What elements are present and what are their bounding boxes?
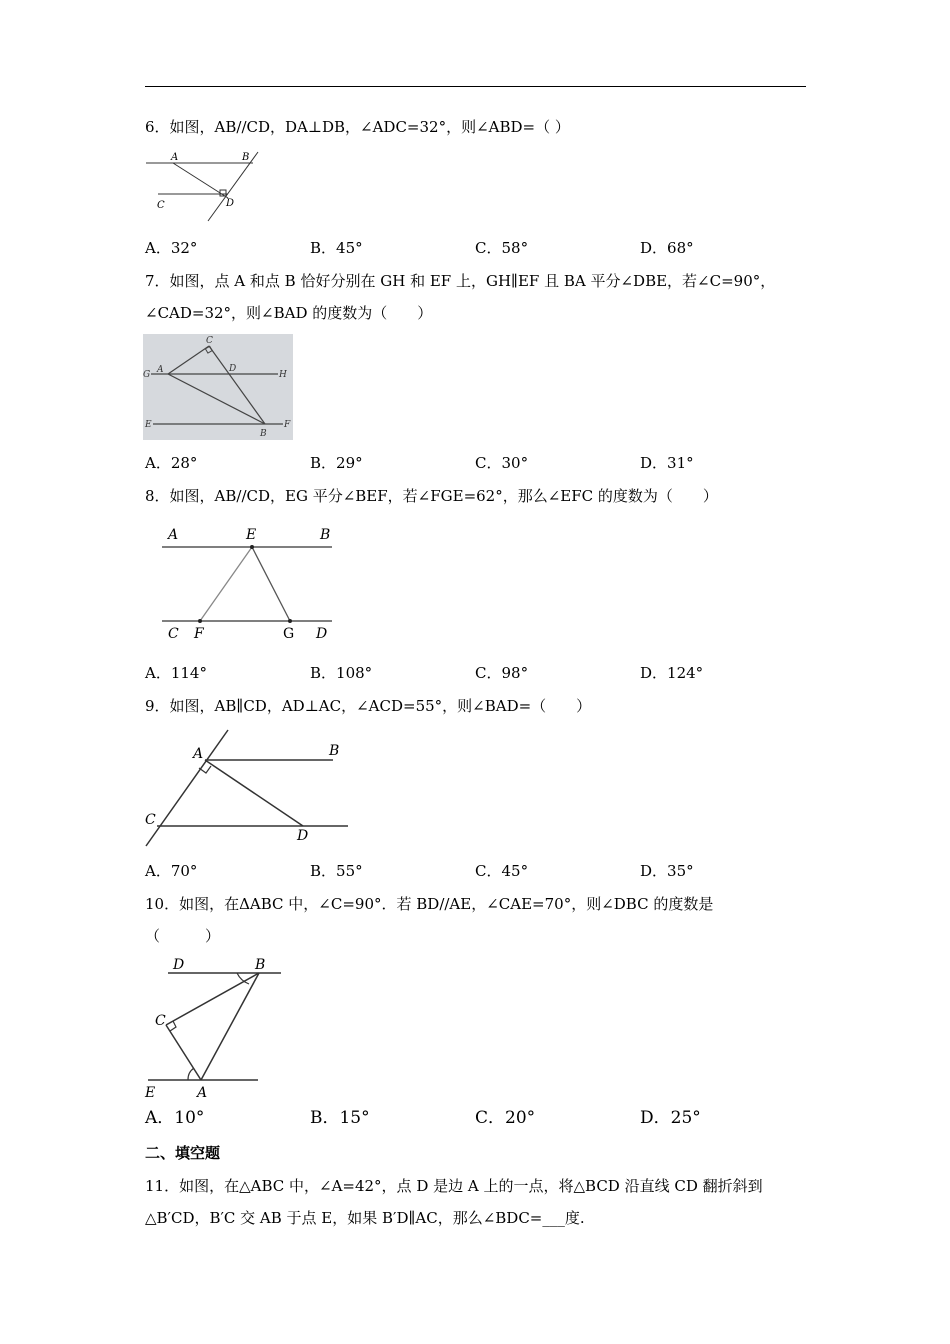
q7-label-f: F <box>284 420 291 430</box>
q10-label-b: B <box>255 957 266 973</box>
section-title: 二、填空题 <box>145 1144 221 1162</box>
q7-label-g: G <box>143 370 151 380</box>
q6-option-b: B．45° <box>310 239 363 257</box>
q8-label-b: B <box>320 527 331 543</box>
q7-figure-photo <box>143 334 293 440</box>
q7-stem-line2: ∠CAD=32°，则∠BAD 的度数为（ ） <box>145 304 433 322</box>
q8-label-c: C <box>168 626 179 642</box>
q10-option-c: C．20° <box>475 1108 536 1128</box>
q7-option-c: C．30° <box>475 454 529 472</box>
q9-label-a: A <box>193 746 204 762</box>
q11-line1: 11．如图，在△ABC 中，∠A=42°，点 D 是边 A 上的一点，将△BCD 沿直线 CD 翻折斜到 <box>145 1177 763 1195</box>
q9-option-d: D．35° <box>640 862 694 880</box>
q6-label-c: C <box>157 200 165 211</box>
q8-option-a: A．114° <box>145 664 207 682</box>
q6-label-b: B <box>242 152 250 163</box>
q7-label-h: H <box>279 370 287 380</box>
q6-option-a: A．32° <box>145 239 198 257</box>
q10-option-b: B．15° <box>310 1108 370 1128</box>
q7-label-b: B <box>260 429 267 439</box>
q6-stem: 6．如图，AB//CD，DA⊥DB，∠ADC=32°，则∠ABD=（ ） <box>145 118 570 136</box>
q6-option-d: D．68° <box>640 239 694 257</box>
q8-option-d: D．124° <box>640 664 704 682</box>
q8-label-a: A <box>168 527 179 543</box>
q8-figure <box>160 520 360 645</box>
q9-option-a: A．70° <box>145 862 198 880</box>
q9-label-d: D <box>297 828 309 844</box>
q10-label-a: A <box>197 1085 208 1101</box>
q6-label-a: A <box>171 152 179 163</box>
q6-option-c: C．58° <box>475 239 529 257</box>
q10-stem-line2: （ ） <box>145 927 221 945</box>
q10-option-d: D．25° <box>640 1108 701 1128</box>
header-rule <box>145 86 806 87</box>
q11-line2: △B′CD，B′C 交 AB 于点 E，如果 B′D∥AC，那么∠BDC=___度. <box>145 1209 585 1227</box>
q6-label-d: D <box>226 198 235 209</box>
q6-figure <box>143 148 268 223</box>
q9-figure <box>143 728 358 848</box>
q10-option-a: A．10° <box>145 1108 205 1128</box>
q9-label-c: C <box>145 812 156 828</box>
q8-label-g: G <box>283 626 295 642</box>
q7-label-a: A <box>157 365 164 375</box>
q10-label-c: C <box>155 1013 166 1029</box>
q9-stem: 9．如图，AB∥CD，AD⊥AC，∠ACD=55°，则∠BAD=（ ） <box>145 697 592 715</box>
q10-stem-line1: 10．如图，在ΔABC 中，∠C=90°．若 BD//AE，∠CAE=70°，则∠DBC 的度数是 <box>145 895 714 913</box>
q7-option-a: A．28° <box>145 454 198 472</box>
q7-label-d: D <box>229 364 237 374</box>
q8-stem: 8．如图，AB//CD，EG 平分∠BEF，若∠FGE=62°，那么∠EFC 的度数为（ ） <box>145 487 718 505</box>
q10-label-e: E <box>145 1085 156 1101</box>
q7-label-c: C <box>206 336 213 346</box>
q10-figure <box>143 955 293 1103</box>
q9-label-b: B <box>329 743 340 759</box>
q8-label-d: D <box>316 626 328 642</box>
q9-option-c: C．45° <box>475 862 529 880</box>
q9-option-b: B．55° <box>310 862 363 880</box>
q7-option-b: B．29° <box>310 454 363 472</box>
q8-option-c: C．98° <box>475 664 529 682</box>
q7-stem-line1: 7．如图，点 A 和点 B 恰好分别在 GH 和 EF 上，GH∥EF 且 BA 平分∠DBE，若∠C=90°， <box>145 272 776 290</box>
q8-label-f: F <box>194 626 204 642</box>
q10-label-d: D <box>173 957 185 973</box>
q7-label-e: E <box>145 420 152 430</box>
q8-label-e: E <box>246 527 257 543</box>
q7-option-d: D．31° <box>640 454 694 472</box>
q8-option-b: B．108° <box>310 664 373 682</box>
